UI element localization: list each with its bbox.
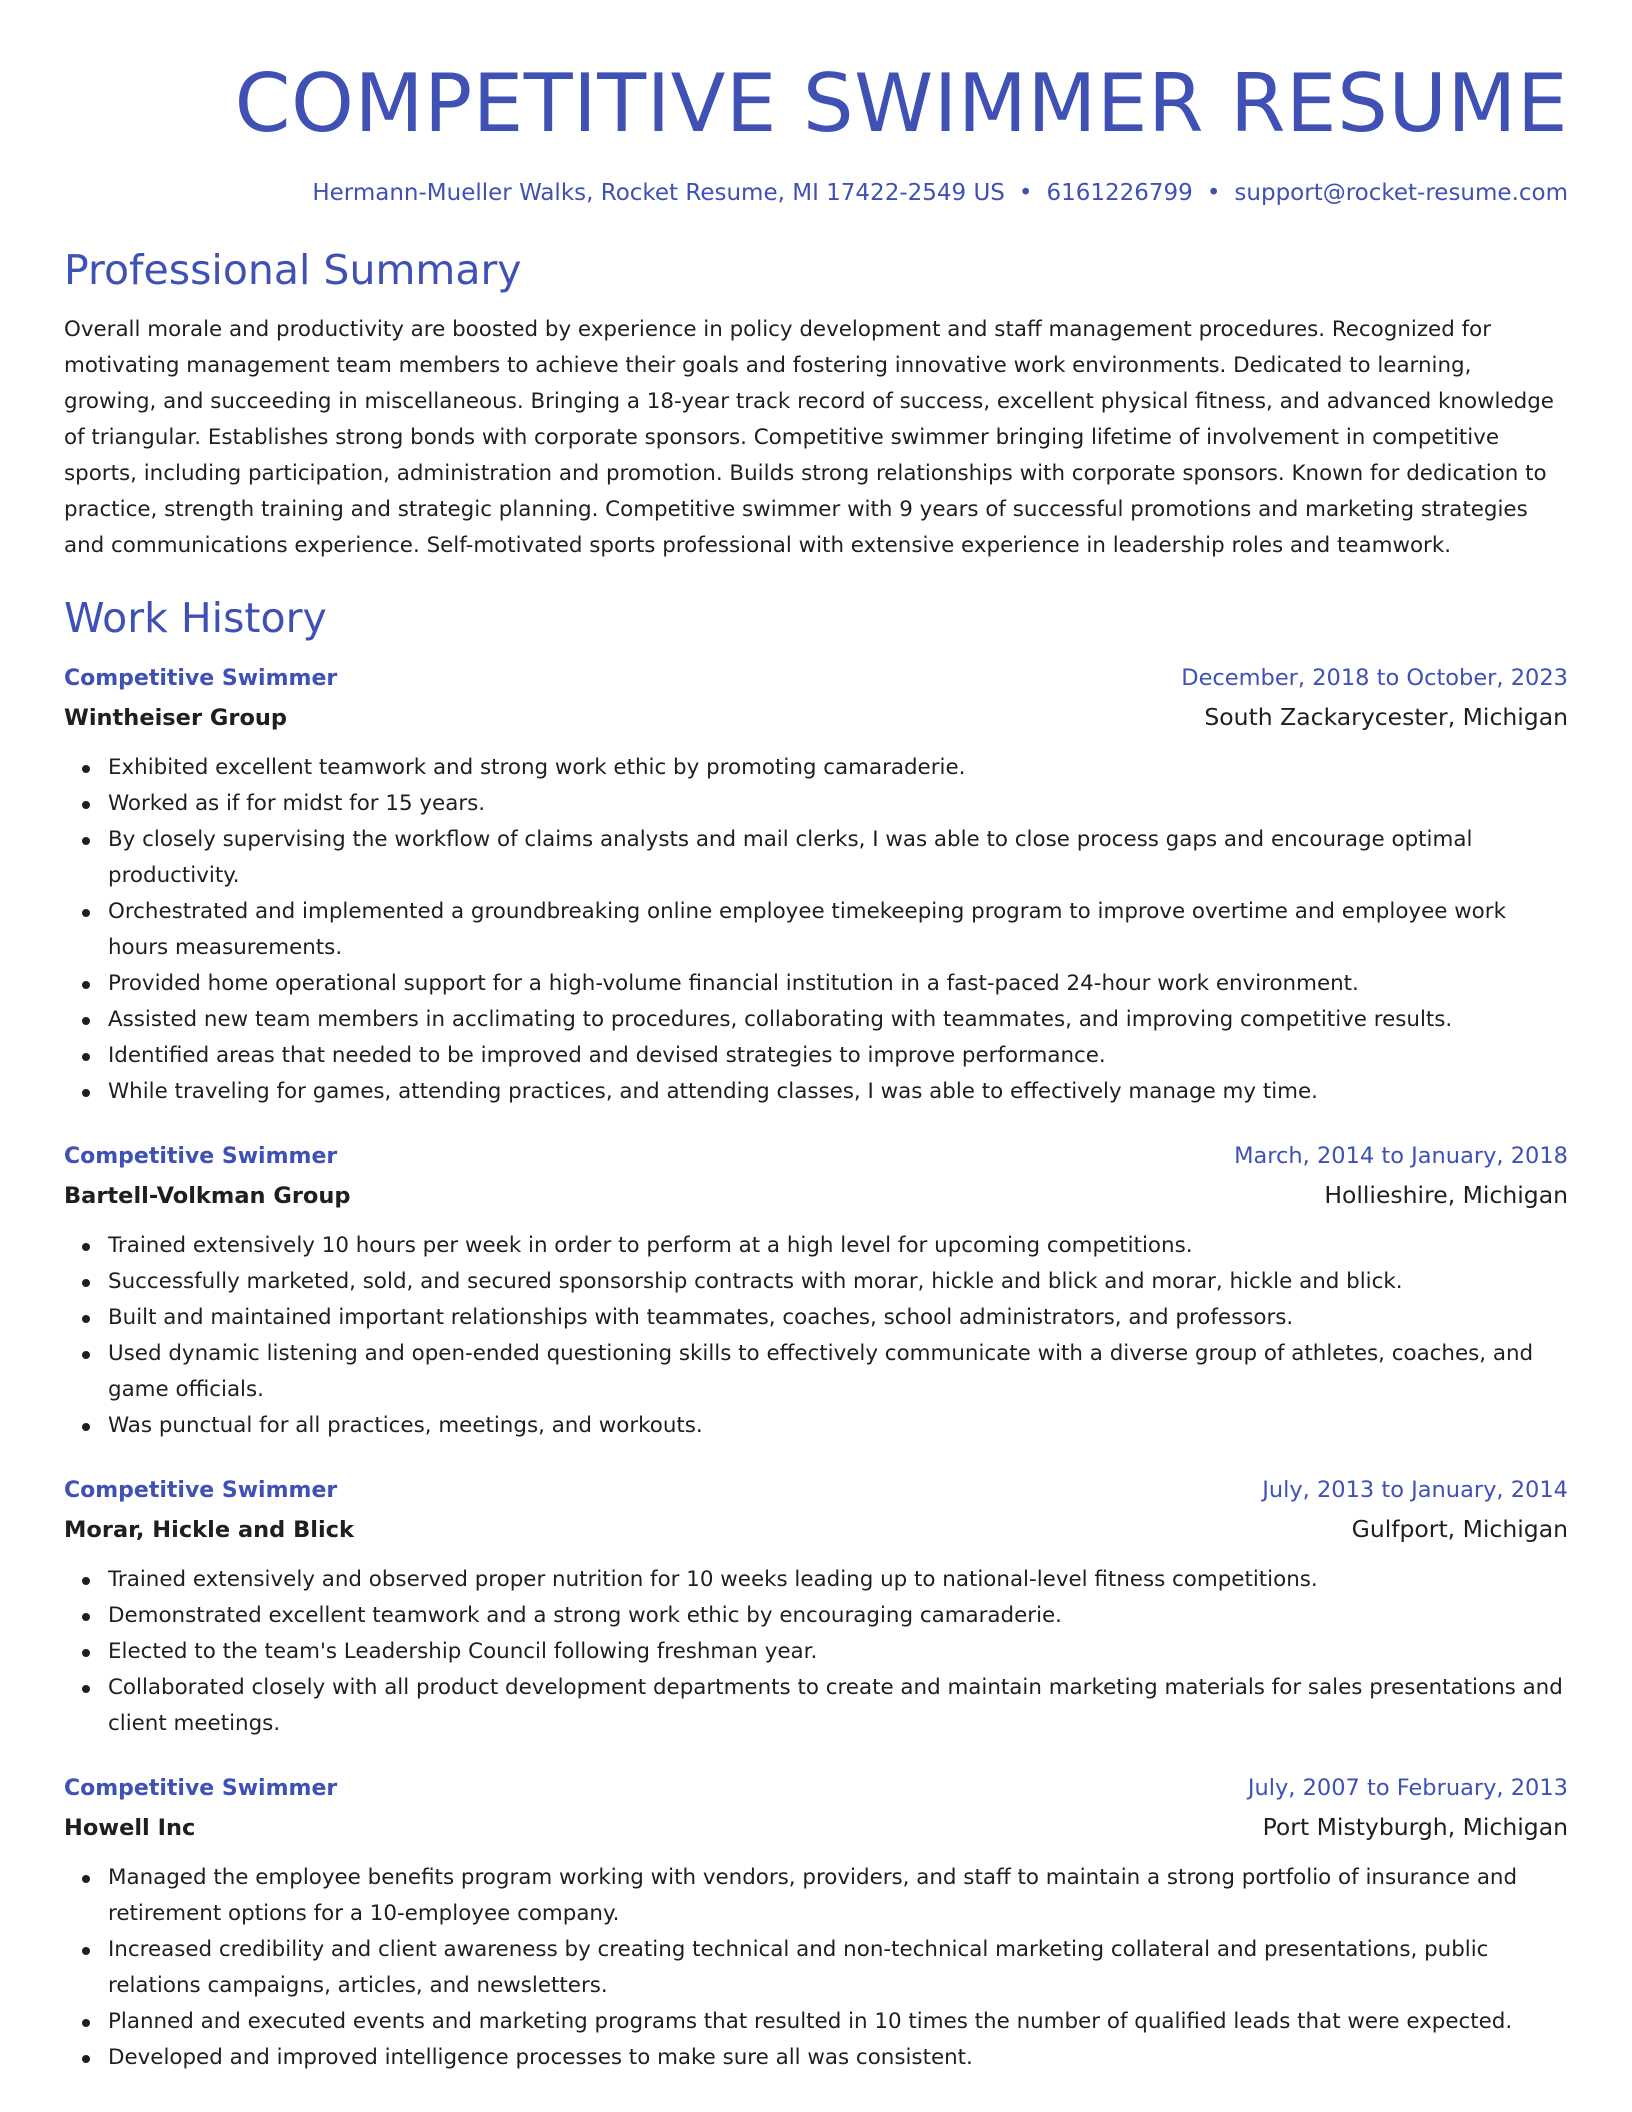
summary-text: Overall morale and productivity are boosted by experience in policy development and staff management procedures. Recognized for motivating management team members to achieve their goals and fostering innovative work environments. Dedicated to learning, growing, and succeeding in miscellaneous. Bringing a 18-year track record of success, excellent physical fitness, and advanced knowledge of triangular. Establishes strong bonds with corporate sponsors. Competitive swimmer bringing lifetime of involvement in competitive sports, including participation, administration and promotion. Builds strong relationships with corporate sponsors. Known for dedication to practice, strength training and strategic planning. Competitive swimmer with 9 years of successful promotions and marketing strategies and communications experience. Self-motivated sports professional with extensive experience in leadership roles and teamwork. xyxy=(64,317,1554,558)
job-bullet: Used dynamic listening and open-ended questioning skills to effectively communicate with a diverse group of athletes, coaches, and game officials. xyxy=(108,1336,1568,1408)
work-history-heading: Work History xyxy=(64,594,327,642)
job-entry xyxy=(64,1472,1568,1742)
contact-phone: 6161226799 xyxy=(1046,180,1193,206)
contact-separator: • xyxy=(1018,180,1033,206)
job-bullet-list xyxy=(64,1228,1568,1444)
job-bullet: Developed and improved intelligence processes to make sure all was consistent. xyxy=(108,2040,1568,2076)
job-bullet: Planned and executed events and marketing programs that resulted in 10 times the number of qualified leads that were expected. xyxy=(108,2004,1568,2040)
job-bullet: Trained extensively and observed proper nutrition for 10 weeks leading up to national-level fitness competitions. xyxy=(108,1562,1568,1598)
job-bullet: Managed the employee benefits program working with vendors, providers, and staff to maintain a strong portfolio of insurance and retirement options for a 10-employee company. xyxy=(108,1860,1568,1932)
job-title-row xyxy=(64,660,1568,697)
contact-line xyxy=(64,178,1568,208)
contact-separator: • xyxy=(1206,180,1221,206)
job-location: Port Mistyburgh, Michigan xyxy=(1262,1813,1568,1841)
job-title: Competitive Swimmer xyxy=(64,666,338,691)
job-title-row xyxy=(64,1138,1568,1175)
work-history-list xyxy=(64,660,1568,2076)
job-bullet: Assisted new team members in acclimating to procedures, collaborating with teammates, and improving competitive results. xyxy=(108,1002,1568,1038)
job-location: Gulfport, Michigan xyxy=(1351,1515,1568,1543)
job-dates: July, 2007 to February, 2013 xyxy=(1247,1775,1568,1801)
summary-heading: Professional Summary xyxy=(64,246,522,294)
job-bullet: Demonstrated excellent teamwork and a strong work ethic by encouraging camaraderie. xyxy=(108,1598,1568,1634)
resume-title: COMPETITIVE SWIMMER RESUME xyxy=(234,57,1568,150)
job-title-row xyxy=(64,1770,1568,1807)
job-bullet-list xyxy=(64,1562,1568,1742)
job-company: Morar, Hickle and Blick xyxy=(64,1517,354,1543)
job-entry xyxy=(64,660,1568,1110)
contact-address: Hermann-Mueller Walks, Rocket Resume, MI 17422-2549 US xyxy=(312,180,1005,206)
job-dates: March, 2014 to January, 2018 xyxy=(1234,1143,1568,1169)
job-title: Competitive Swimmer xyxy=(64,1144,338,1169)
job-company-row xyxy=(64,1509,1568,1550)
job-dates: July, 2013 to January, 2014 xyxy=(1262,1477,1568,1503)
job-location: South Zackarycester, Michigan xyxy=(1204,703,1568,731)
job-company: Howell Inc xyxy=(64,1815,196,1841)
resume-page xyxy=(64,0,1568,2076)
job-bullet: Provided home operational support for a high-volume financial institution in a fast-paced 24-hour work environment. xyxy=(108,966,1568,1002)
job-bullet-list xyxy=(64,750,1568,1110)
job-company-row xyxy=(64,1807,1568,1848)
job-bullet: By closely supervising the workflow of claims analysts and mail clerks, I was able to close process gaps and encourage optimal productivity. xyxy=(108,822,1568,894)
job-bullet: Trained extensively 10 hours per week in order to perform at a high level for upcoming competitions. xyxy=(108,1228,1568,1264)
job-bullet-list xyxy=(64,1860,1568,2076)
job-bullet: Exhibited excellent teamwork and strong work ethic by promoting camaraderie. xyxy=(108,750,1568,786)
job-bullet: Built and maintained important relationships with teammates, coaches, school administrators, and professors. xyxy=(108,1300,1568,1336)
job-title: Competitive Swimmer xyxy=(64,1478,338,1503)
job-entry xyxy=(64,1770,1568,2076)
job-bullet: Elected to the team's Leadership Council following freshman year. xyxy=(108,1634,1568,1670)
job-bullet: While traveling for games, attending practices, and attending classes, I was able to effectively manage my time. xyxy=(108,1074,1568,1110)
job-location: Hollieshire, Michigan xyxy=(1324,1181,1568,1209)
job-bullet: Was punctual for all practices, meetings, and workouts. xyxy=(108,1408,1568,1444)
job-bullet: Successfully marketed, sold, and secured sponsorship contracts with morar, hickle and blick and morar, hickle and blick. xyxy=(108,1264,1568,1300)
job-bullet: Orchestrated and implemented a groundbreaking online employee timekeeping program to improve overtime and employee work hours measurements. xyxy=(108,894,1568,966)
contact-email[interactable]: support@rocket-resume.com xyxy=(1234,180,1568,206)
job-title-row xyxy=(64,1472,1568,1509)
job-dates: December, 2018 to October, 2023 xyxy=(1181,665,1568,691)
job-company-row xyxy=(64,697,1568,738)
job-company: Bartell-Volkman Group xyxy=(64,1183,351,1209)
job-entry xyxy=(64,1138,1568,1444)
job-company-row xyxy=(64,1175,1568,1216)
job-bullet: Collaborated closely with all product development departments to create and maintain marketing materials for sales presentations and client meetings. xyxy=(108,1670,1568,1742)
job-bullet: Worked as if for midst for 15 years. xyxy=(108,786,1568,822)
job-title: Competitive Swimmer xyxy=(64,1776,338,1801)
job-bullet: Identified areas that needed to be improved and devised strategies to improve performance. xyxy=(108,1038,1568,1074)
job-bullet: Increased credibility and client awareness by creating technical and non-technical marketing collateral and presentations, public relations campaigns, articles, and newsletters. xyxy=(108,1932,1568,2004)
job-company: Wintheiser Group xyxy=(64,705,288,731)
